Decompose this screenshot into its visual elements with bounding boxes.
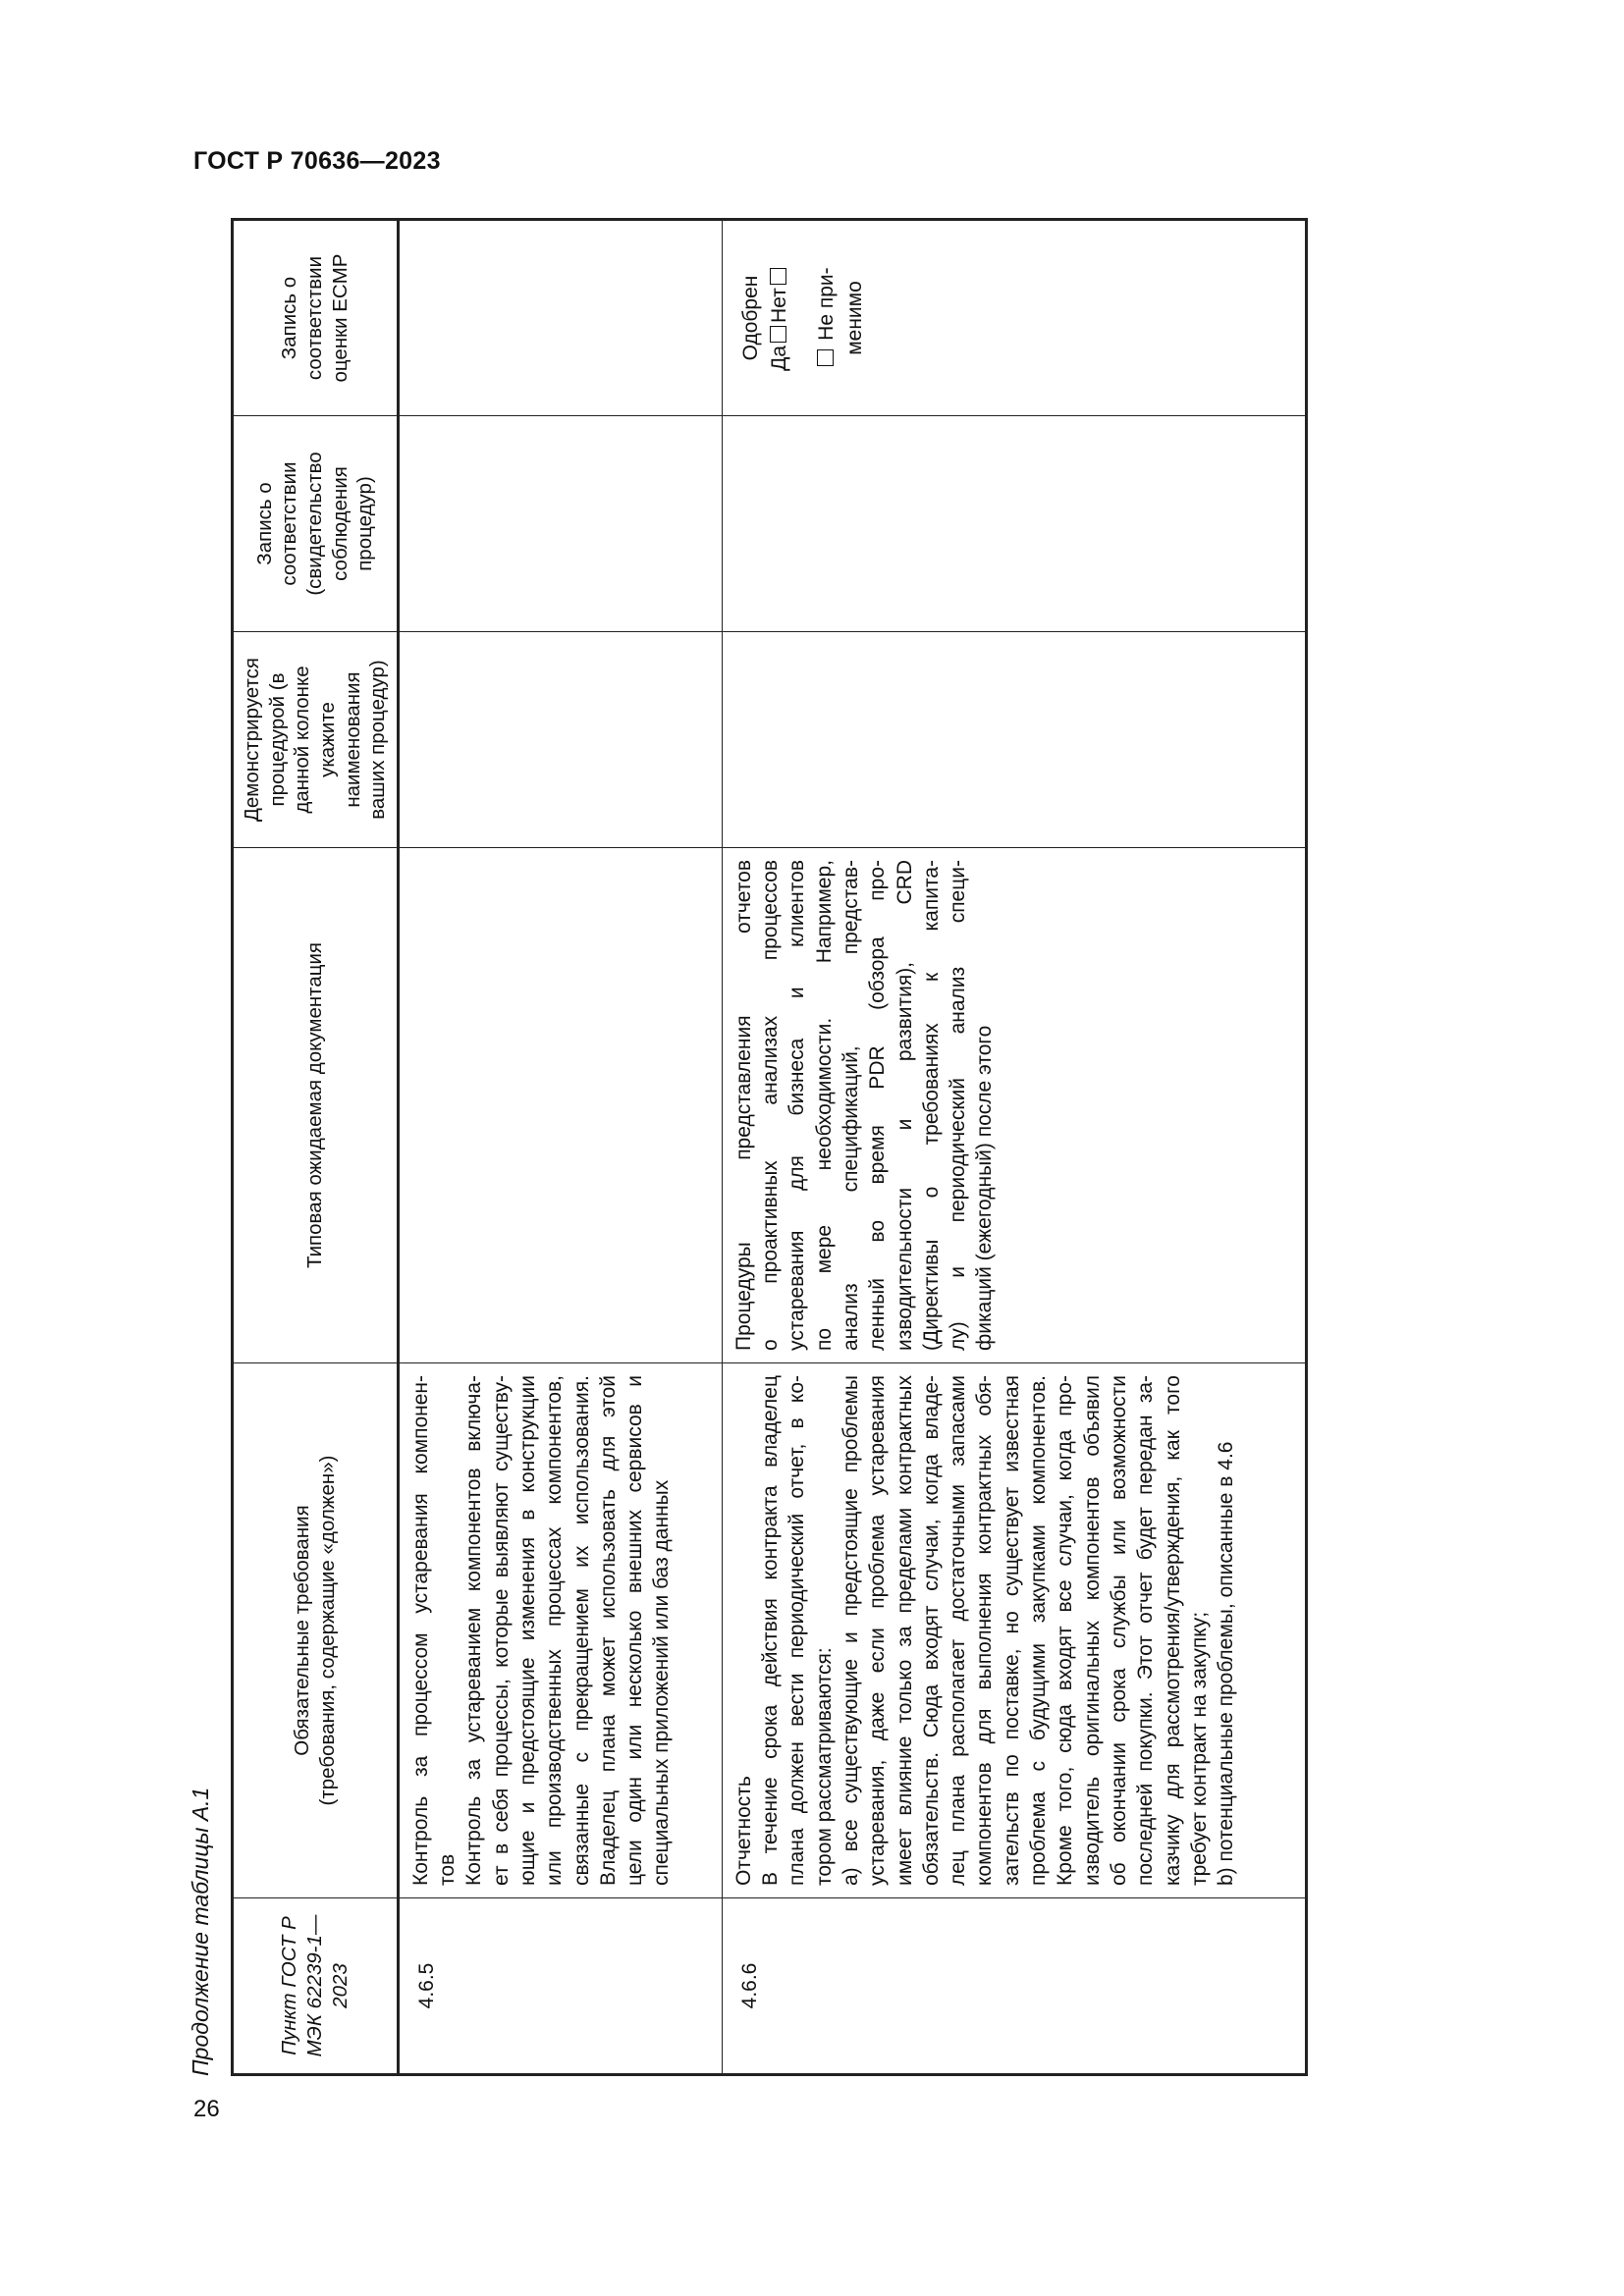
text-line: лу) и периодический анализ специ- xyxy=(947,860,970,1351)
compliance-record-cell xyxy=(398,416,722,632)
yes-checkbox[interactable] xyxy=(770,326,786,343)
text-line: Владелец плана может использовать для этой xyxy=(596,1375,620,1886)
table-row xyxy=(398,220,722,2075)
text-line: плана должен вести периодический отчет, в ко- xyxy=(785,1375,809,1886)
text-line: проблема с будущими закупками компонентов. xyxy=(1027,1375,1051,1886)
text-line: анализ спецификаций, представ- xyxy=(839,860,862,1351)
text-line: о проактивных анализах процессов xyxy=(759,860,783,1351)
col-header-ecmp-record: Запись о соответствии оценки ECMP xyxy=(233,220,399,416)
text-line: b) потенциальные проблемы, описанные в 4.6 xyxy=(1215,1441,1238,1886)
text-line: последней покупки. Этот отчет будет передан за- xyxy=(1134,1375,1158,1886)
text-line: Контроль за устареванием компонентов включа- xyxy=(462,1375,486,1886)
text-line: ющие и предстоящие изменения в конструкции xyxy=(515,1375,539,1886)
na-option xyxy=(812,231,870,405)
col-header-documentation: Типовая ожидаемая документация xyxy=(233,848,399,1363)
text-line: зательств по поставке, но существует известная xyxy=(1000,1375,1023,1886)
text-line: ет в себя процессы, которые выявляют существу- xyxy=(489,1375,513,1886)
yes-label: Да xyxy=(768,345,791,371)
col-header-requirements-note: (требования, содержащие «должен») xyxy=(315,1455,339,1806)
text-line: компонентов для выполнения контрактных обя- xyxy=(973,1375,997,1886)
approval-label: Одобрен xyxy=(738,275,762,361)
table-header-row xyxy=(233,220,399,2075)
text-line: изводительности и развития), CRD xyxy=(893,860,916,1351)
col-header-clause: Пункт ГОСТ Р МЭК 62239-1—2023 xyxy=(233,1898,399,2075)
text-line: Контроль за процессом устаревания компонен- xyxy=(408,1375,432,1886)
table-row xyxy=(722,220,1306,2075)
table-caption: Продолжение таблицы А.1 xyxy=(188,1787,213,2076)
requirements-cell xyxy=(398,1363,722,1898)
text-line: устаревания, даже если проблема устаревания xyxy=(866,1375,890,1886)
demonstrated-cell xyxy=(398,632,722,848)
clause-cell: 4.6.6 xyxy=(722,1898,1306,2075)
ecmp-approval-cell xyxy=(722,220,1306,416)
compliance-record-cell xyxy=(722,416,1306,632)
text-line: тором рассматриваются: xyxy=(812,1647,836,1886)
col-header-requirements-title: Обязательные требования xyxy=(291,1505,314,1756)
text-line: устаревания для бизнеса и клиентов xyxy=(785,860,809,1351)
not-applicable-checkbox[interactable] xyxy=(817,349,834,366)
text-line: В течение срока действия контракта владелец xyxy=(759,1375,783,1886)
text-line: лец плана располагает достаточными запасами xyxy=(947,1375,970,1886)
na-label-line2: менимо xyxy=(842,281,866,355)
requirements-cell xyxy=(722,1363,1306,1898)
text-line: или производственных процессах компонентов, xyxy=(543,1375,567,1886)
col-header-demonstrated: Демонстрируется процедурой (в данной колонке укажите наименования ваших процедур) xyxy=(233,632,399,848)
text-line: Процедуры представления отчетов xyxy=(731,860,755,1351)
text-line: ленный во время PDR (обзора про- xyxy=(866,860,890,1351)
text-line: казчику для рассмотрения/утверждения, как того xyxy=(1161,1375,1184,1886)
text-line: требует контракт на закупку; xyxy=(1187,1611,1211,1886)
na-label-line1: Не при- xyxy=(814,267,838,341)
rotated-page-content xyxy=(182,221,1238,2076)
text-line: цели один или несколько внешних сервисов и xyxy=(623,1375,647,1886)
text-line: обязательств. Сюда входят случаи, когда владе- xyxy=(919,1375,943,1886)
documentation-cell xyxy=(722,848,1306,1363)
no-label: Нет xyxy=(768,288,791,323)
text-line: тов xyxy=(436,1853,460,1886)
text-line: по мере необходимости. Например, xyxy=(812,860,836,1351)
no-checkbox[interactable] xyxy=(770,268,786,285)
text-line: Отчетность xyxy=(731,1776,755,1886)
text-line: фикаций (ежегодный) после этого xyxy=(973,1025,997,1351)
text-line: изводитель оригинальных компонентов объявил xyxy=(1080,1375,1104,1886)
demonstrated-cell xyxy=(722,632,1306,848)
ecmp-record-cell xyxy=(398,220,722,416)
text-line: Кроме того, сюда входят все случаи, когда про- xyxy=(1054,1375,1077,1886)
page-number: 26 xyxy=(193,2096,220,2122)
text-line: связанные с прекращением их использования. xyxy=(569,1375,593,1886)
col-header-compliance-record: Запись о соответствии (свидетельство соблюдения процедур) xyxy=(233,416,399,632)
text-line: об окончании срока службы или возможности xyxy=(1107,1375,1130,1886)
text-line: специальных приложений или баз данных xyxy=(650,1479,674,1886)
standard-code: ГОСТ Р 70636—2023 xyxy=(193,147,441,175)
col-header-requirements xyxy=(233,1363,399,1898)
requirements-table xyxy=(231,218,1308,2076)
clause-cell: 4.6.5 xyxy=(398,1898,722,2075)
approval-options xyxy=(765,231,793,405)
text-line: (Директивы о требованиях к капита- xyxy=(919,860,943,1351)
text-line: имеет влияние только за пределами контрактных xyxy=(893,1375,916,1886)
documentation-cell xyxy=(398,848,722,1363)
text-line: a) все существующие и предстоящие проблемы xyxy=(839,1375,862,1886)
